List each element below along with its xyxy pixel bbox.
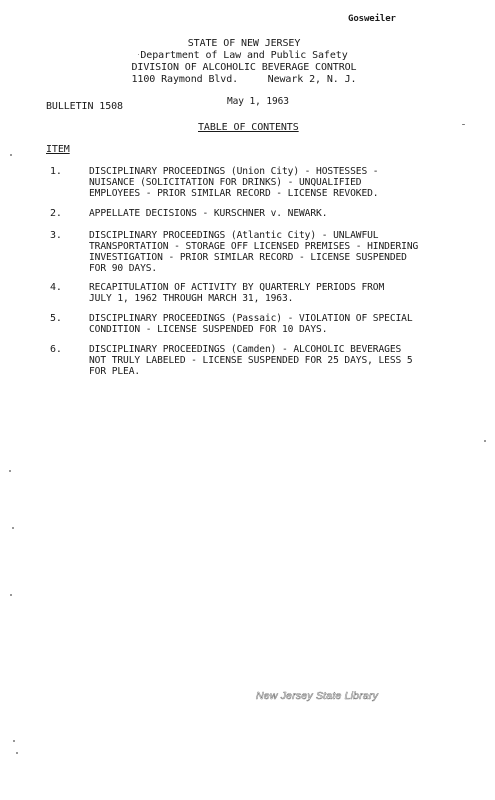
item-line: CONDITION - LICENSE SUSPENDED FOR 10 DAYS. bbox=[89, 324, 328, 335]
item-number: 5. bbox=[50, 313, 62, 324]
item-line: DISCIPLINARY PROCEEDINGS (Camden) - ALCOHOLIC BEVERAGES bbox=[89, 344, 402, 355]
item-line: APPELLATE DECISIONS - KURSCHNER v. NEWARK. bbox=[89, 208, 328, 219]
item-number: 1. bbox=[50, 166, 62, 177]
item-description bbox=[89, 230, 418, 274]
scan-speck bbox=[9, 470, 11, 472]
item-number: 2. bbox=[50, 208, 62, 219]
item-number: 4. bbox=[50, 282, 62, 293]
item-description bbox=[89, 282, 384, 304]
item-description bbox=[89, 313, 413, 335]
scan-speck bbox=[10, 154, 12, 156]
item-line: JULY 1, 1962 THROUGH MARCH 31, 1963. bbox=[89, 293, 294, 304]
letterhead-line: STATE OF NEW JERSEY bbox=[187, 38, 301, 49]
letterhead-line: 1100 Raymond Blvd. Newark 2, N. J. bbox=[131, 74, 357, 85]
scan-speck bbox=[462, 124, 465, 125]
item-line: NUISANCE (SOLICITATION FOR DRINKS) - UNQUALIFIED bbox=[89, 177, 362, 188]
item-line: FOR PLEA. bbox=[89, 366, 141, 377]
item-line: INVESTIGATION - PRIOR SIMILAR RECORD - LICENSE SUSPENDED bbox=[89, 252, 407, 263]
scan-speck bbox=[10, 594, 12, 596]
letterhead-line: DIVISION OF ALCOHOLIC BEVERAGE CONTROL bbox=[131, 62, 357, 73]
corner-name: Gosweiler bbox=[348, 14, 396, 24]
letterhead bbox=[124, 38, 364, 86]
item-line: DISCIPLINARY PROCEEDINGS (Passaic) - VIOLATION OF SPECIAL bbox=[89, 313, 413, 324]
item-description bbox=[89, 166, 378, 199]
bulletin-date: May 1, 1963 bbox=[227, 96, 289, 107]
scan-speck bbox=[12, 527, 14, 529]
scan-speck bbox=[13, 740, 15, 742]
bulletin-number: BULLETIN 1508 bbox=[46, 101, 123, 112]
item-line: DISCIPLINARY PROCEEDINGS (Union City) - HOSTESSES - bbox=[89, 166, 379, 177]
item-description bbox=[89, 344, 413, 377]
item-description bbox=[89, 208, 327, 219]
library-stamp: New Jersey State Library bbox=[256, 690, 379, 702]
item-line: TRANSPORTATION - STORAGE OFF LICENSED PREMISES - HINDERING bbox=[89, 241, 419, 252]
scan-speck bbox=[16, 752, 18, 754]
scan-speck bbox=[138, 54, 139, 55]
scan-speck bbox=[484, 440, 486, 442]
letterhead-line: Department of Law and Public Safety bbox=[140, 50, 348, 61]
item-line: DISCIPLINARY PROCEEDINGS (Atlantic City) - UNLAWFUL bbox=[89, 230, 379, 241]
item-line: EMPLOYEES - PRIOR SIMILAR RECORD - LICENSE REVOKED. bbox=[89, 188, 379, 199]
item-line: NOT TRULY LABELED - LICENSE SUSPENDED FOR 25 DAYS, LESS 5 bbox=[89, 355, 413, 366]
toc-title: TABLE OF CONTENTS bbox=[198, 122, 299, 133]
item-line: FOR 90 DAYS. bbox=[89, 263, 158, 274]
item-line: RECAPITULATION OF ACTIVITY BY QUARTERLY PERIODS FROM bbox=[89, 282, 385, 293]
item-number: 3. bbox=[50, 230, 62, 241]
item-number: 6. bbox=[50, 344, 62, 355]
item-column-header: ITEM bbox=[46, 144, 70, 155]
